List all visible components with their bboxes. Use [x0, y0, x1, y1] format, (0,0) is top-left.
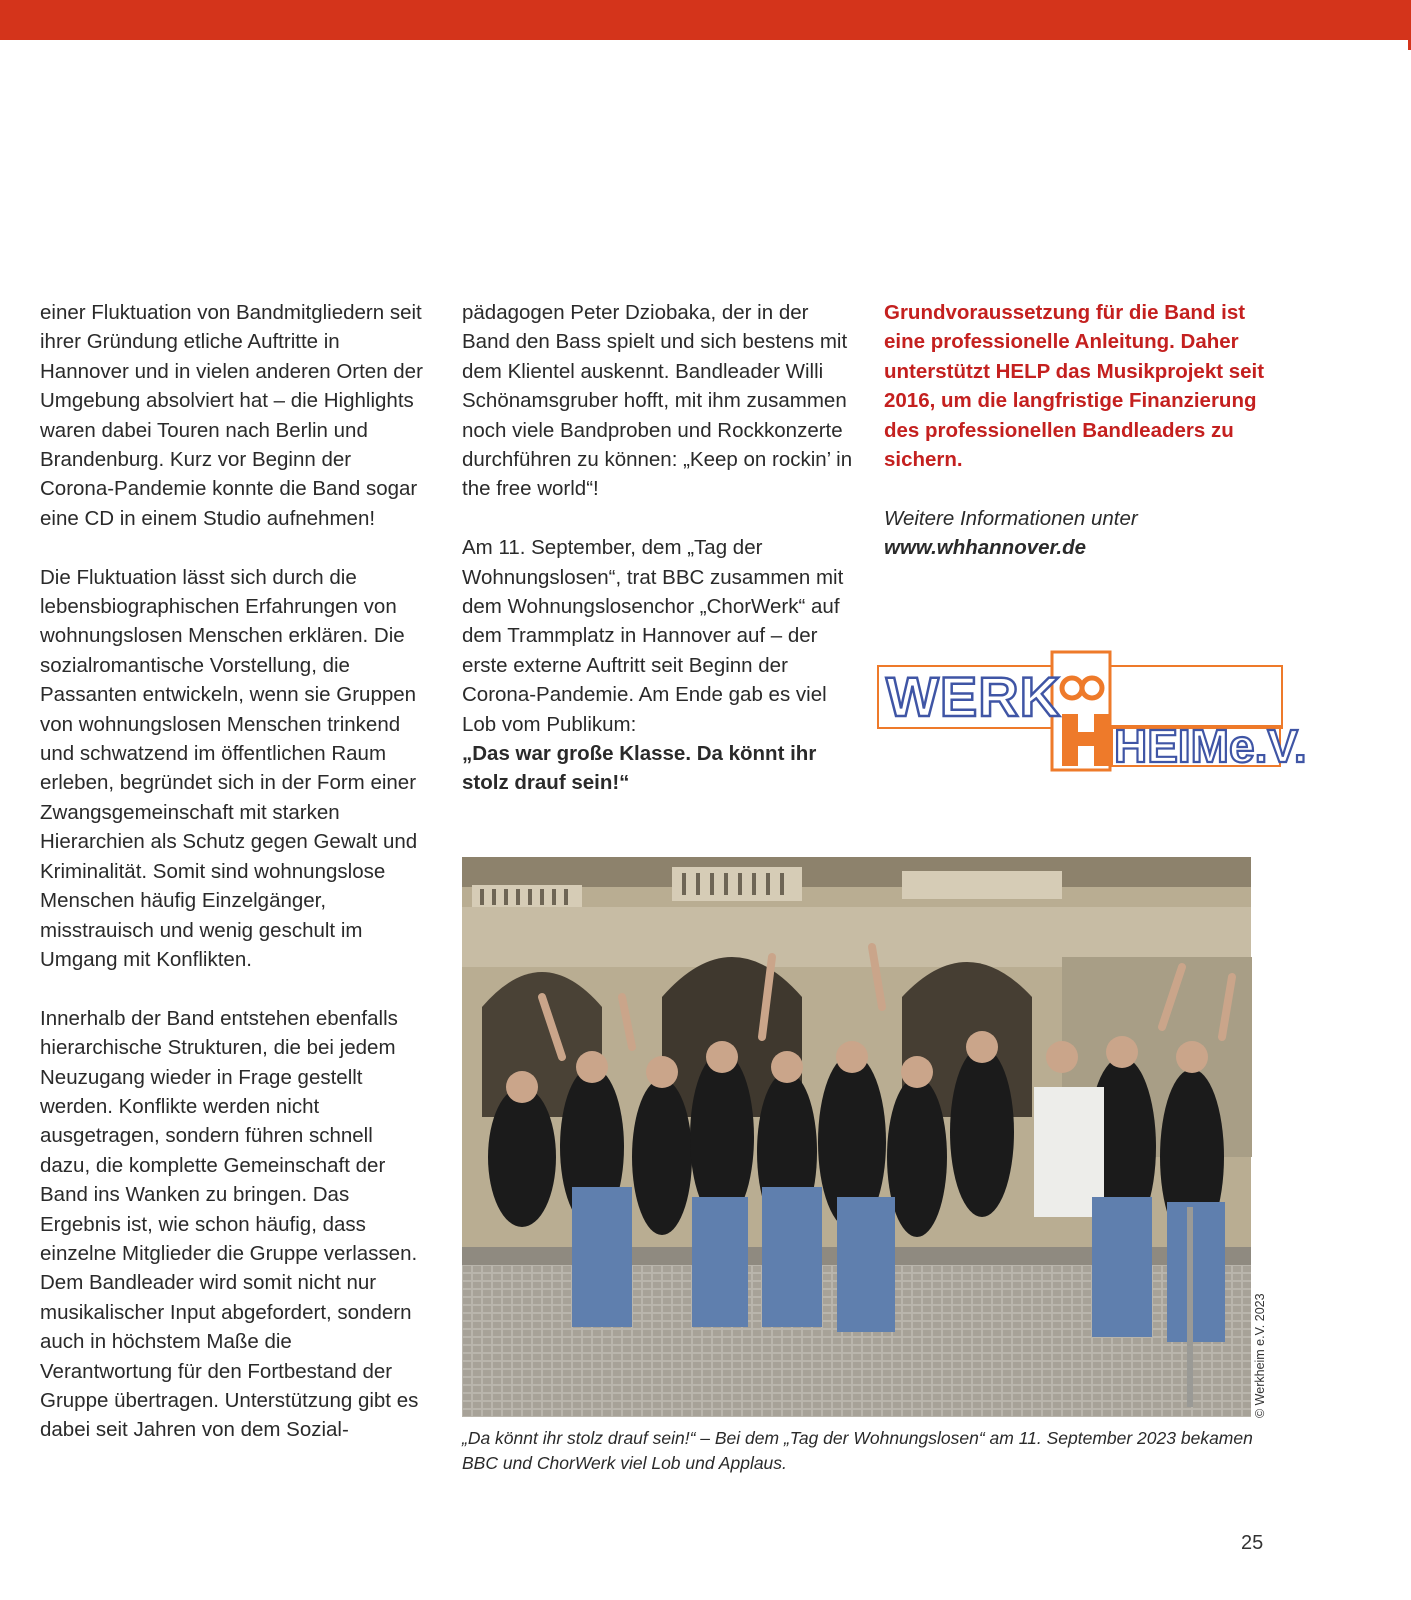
photo-credit: © Werkheim e.V. 2023 — [1253, 1293, 1267, 1418]
more-info-label: Weitere Informationen unter — [884, 506, 1138, 530]
photo-caption: „Da könnt ihr stolz drauf sein!“ – Bei dem „Tag der Wohnungslosen“ am 11. September 2023 bekamen BBC und ChorWerk viel Lob und Applaus. — [462, 1428, 1253, 1473]
col2-paragraph-2-text: Am 11. September, dem „Tag der Wohnungslosen“, trat BBC zusammen mit dem Wohnungslosenchor „ChorWerk“ auf dem Trammplatz in Hannover auf – der erste externe Auftritt seit Beginn der Corona-Pandemie. Am Ende gab es viel Lob vom Publikum: — [462, 536, 844, 736]
column-1 — [40, 298, 425, 1474]
logo-word-werk: WERK — [886, 665, 1062, 728]
col1-paragraph-2: Die Fluktuation lässt sich durch die lebensbiographischen Erfahrungen von wohnungslosen Menschen erklären. Die sozialromantische Vorstellung, die Passanten entwickeln, wenn sie Gruppen von wohnungslosen Menschen trinkend und schwatzend im öffentlichen Raum erleben, begründet sich in der Form einer Zwangsgemeinschaft mit starken Hierarchien als Schutz gegen Gewalt und Kriminalität. Somit sind wohnungslose Menschen häufig Einzelgänger, misstrauisch und wenig geschult im Umgang mit Konflikten. — [40, 565, 418, 971]
col2-paragraph-2 — [462, 533, 857, 798]
help-support-highlight: Grundvoraussetzung für die Band ist eine professionelle Anleitung. Daher unterstützt HELP das Musikprojekt seit 2016, um die langfristige Finanzierung des professionellen Bandleaders zu sichern. — [884, 301, 1265, 472]
logo-word-heim: HEIMe.V. — [1114, 720, 1307, 772]
group-photo — [462, 857, 1251, 1417]
top-accent-bar — [0, 0, 1411, 40]
col1-paragraph-1: einer Fluktuation von Bandmitgliedern seit ihrer Gründung etliche Auftritte in Hannover und in vielen anderen Orten der Umgebung absolviert hat – die Highlights waren dabei Touren nach Berlin und Brandenburg. Kurz vor Beginn der Corona-Pandemie konnte die Band sogar eine CD in einem Studio aufnehmen! — [40, 301, 423, 530]
more-info — [884, 504, 1284, 563]
audience-quote: „Das war große Klasse. Da könnt ihr stolz drauf sein!“ — [462, 742, 817, 795]
website-link[interactable]: www.whhannover.de — [884, 536, 1086, 560]
col2-paragraph-1: pädagogen Peter Dziobaka, der in der Band den Bass spielt und sich bestens mit dem Klientel auskennt. Bandleader Willi Schönamsgruber hofft, mit ihm zusammen noch viele Bandproben und Rockkonzerte durchführen zu können: „Keep on rockin’ in the free world“! — [462, 301, 853, 501]
page-number: 25 — [1241, 1532, 1264, 1554]
col1-paragraph-3: Innerhalb der Band entstehen ebenfalls hierarchische Strukturen, die bei jedem Neuzugang wieder in Frage gestellt werden. Konflikte werden nicht ausgetragen, sondern führen schnell dazu, die komplette Gemeinschaft der Band ins Wanken zu bringen. Das Ergebnis ist, wie schon häufig, dass einzelne Mitglieder die Gruppe verlassen. Dem Bandleader wird somit nicht nur musikalischer Input abgefordert, sondern auch in höchstem Maße die Verantwortung für den Fortbestand der Gruppe übertragen. Unterstützung gibt es dabei seit Jahren von dem Sozial- — [40, 1006, 419, 1442]
werkheim-logo — [876, 652, 1307, 772]
column-2 — [462, 298, 857, 798]
column-3 — [884, 298, 1284, 592]
